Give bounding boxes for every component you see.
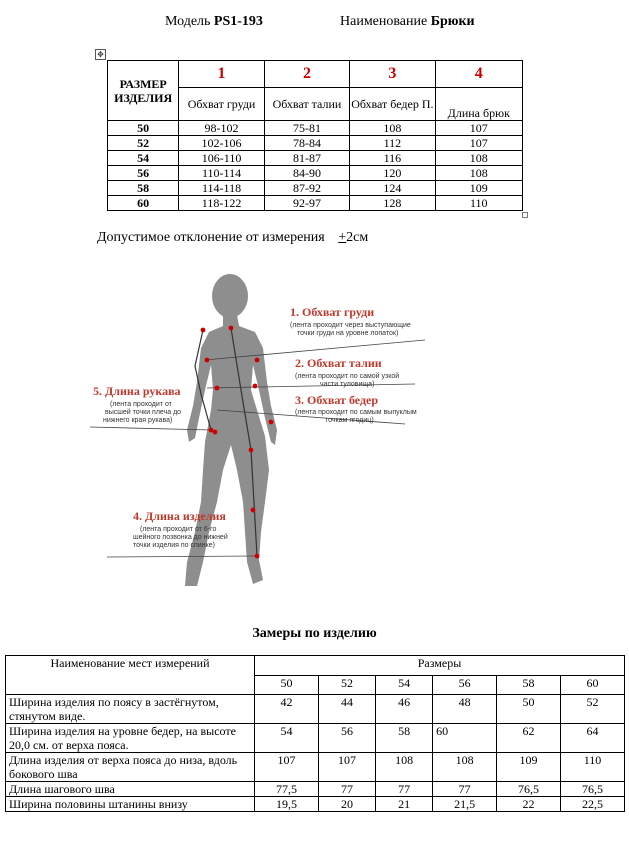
length-cell: 108 <box>435 151 522 166</box>
tolerance-note <box>97 230 368 246</box>
label-waist-desc1: (лента проходит по самой узкой <box>295 373 400 380</box>
col-label-waist: Обхват талии <box>264 88 349 121</box>
value-cell: 19,5 <box>255 797 319 812</box>
name-value: Брюки <box>430 14 475 29</box>
model-title <box>165 14 263 30</box>
label-hips-title: 3. Обхват бедер <box>295 393 379 407</box>
table-row <box>108 136 523 151</box>
row-name: Ширина изделия на уровне бедер, на высоте 20,0 см. от верха пояса. <box>6 724 255 753</box>
table-row <box>6 782 625 797</box>
label-waist-desc2: части туловища) <box>320 381 375 388</box>
col-num-4: 4 <box>435 61 522 88</box>
length-cell: 110 <box>435 196 522 211</box>
value-cell: 54 <box>255 724 319 753</box>
row-name: Ширина изделия по поясу в застёгнутом, стянутом виде. <box>6 695 255 724</box>
value-cell: 42 <box>255 695 319 724</box>
length-cell: 107 <box>435 121 522 136</box>
tolerance-value <box>338 230 368 245</box>
value-cell: 62 <box>497 724 561 753</box>
value-cell: 60 <box>433 724 497 753</box>
table-row <box>108 181 523 196</box>
waist-cell: 87-92 <box>264 181 349 196</box>
waist-cell: 84-90 <box>264 166 349 181</box>
value-cell: 20 <box>318 797 375 812</box>
chest-cell: 106-110 <box>179 151 264 166</box>
value-cell: 22 <box>497 797 561 812</box>
col-num-3: 3 <box>350 61 435 88</box>
waist-cell: 92-97 <box>264 196 349 211</box>
hips-cell: 116 <box>350 151 435 166</box>
col-num-2: 2 <box>264 61 349 88</box>
model-value: PS1-193 <box>213 14 263 29</box>
model-label: Модель <box>165 14 211 29</box>
value-cell: 107 <box>255 753 319 782</box>
tolerance-amount: 2см <box>346 230 369 245</box>
plusminus-sign: + <box>338 230 347 245</box>
sizes-header: Размеры <box>255 656 625 676</box>
value-cell: 21,5 <box>433 797 497 812</box>
chest-cell: 118-122 <box>179 196 264 211</box>
length-cell: 109 <box>435 181 522 196</box>
value-cell: 64 <box>561 724 625 753</box>
table-row <box>108 166 523 181</box>
size-col: 60 <box>561 675 625 695</box>
length-cell: 108 <box>435 166 522 181</box>
table-move-handle-icon[interactable]: ✥ <box>95 49 106 60</box>
value-cell: 44 <box>318 695 375 724</box>
value-cell: 107 <box>318 753 375 782</box>
label-length-title: 4. Длина изделия <box>133 509 226 523</box>
value-cell: 77,5 <box>255 782 319 797</box>
chest-cell: 98-102 <box>179 121 264 136</box>
waist-cell: 81-87 <box>264 151 349 166</box>
value-cell: 48 <box>433 695 497 724</box>
size-cell: 52 <box>108 136 179 151</box>
value-cell: 110 <box>561 753 625 782</box>
col-label-chest: Обхват груди <box>179 88 264 121</box>
hips-cell: 128 <box>350 196 435 211</box>
chest-cell: 110-114 <box>179 166 264 181</box>
size-col: 56 <box>433 675 497 695</box>
size-header: РАЗМЕР ИЗДЕЛИЯ <box>108 61 179 121</box>
value-cell: 50 <box>497 695 561 724</box>
tolerance-text: Допустимое отклонение от измерения <box>97 230 325 245</box>
value-cell: 76,5 <box>497 782 561 797</box>
label-sleeve-desc1: (лента проходит от <box>110 401 172 408</box>
value-cell: 22,5 <box>561 797 625 812</box>
value-cell: 52 <box>561 695 625 724</box>
col-label-hips: Обхват бедер П. <box>350 88 435 121</box>
label-sleeve-desc3: нижнего края рукава) <box>103 417 173 424</box>
size-col: 52 <box>318 675 375 695</box>
label-chest-desc1: (лента проходит через выступающие <box>290 322 411 329</box>
label-chest-title: 1. Обхват груди <box>290 305 375 319</box>
value-cell: 109 <box>497 753 561 782</box>
value-cell: 108 <box>433 753 497 782</box>
waist-cell: 75-81 <box>264 121 349 136</box>
label-sleeve-desc2: высшей точки плеча до <box>105 409 182 416</box>
value-cell: 77 <box>433 782 497 797</box>
value-cell: 21 <box>376 797 433 812</box>
value-cell: 58 <box>376 724 433 753</box>
table-row <box>108 196 523 211</box>
name-header: Наименование мест измерений <box>6 656 255 695</box>
table-row <box>6 797 625 812</box>
table-resize-handle[interactable] <box>522 212 528 218</box>
size-col: 50 <box>255 675 319 695</box>
label-hips-desc2: точкам ягодиц) <box>325 417 374 424</box>
size-col: 58 <box>497 675 561 695</box>
hips-cell: 120 <box>350 166 435 181</box>
chest-cell: 102-106 <box>179 136 264 151</box>
value-cell: 46 <box>376 695 433 724</box>
label-hips-desc1: (лента проходит по самым выпуклым <box>295 409 417 416</box>
length-cell: 107 <box>435 136 522 151</box>
size-cell: 58 <box>108 181 179 196</box>
product-name-title <box>340 14 475 30</box>
hips-cell: 112 <box>350 136 435 151</box>
size-cell: 60 <box>108 196 179 211</box>
size-cell: 54 <box>108 151 179 166</box>
value-cell: 76,5 <box>561 782 625 797</box>
label-length-desc3: точки изделия по спинке) <box>133 542 215 549</box>
table-row <box>6 753 625 782</box>
value-cell: 108 <box>376 753 433 782</box>
label-length-desc2: шейного позвонка до нижней <box>133 534 228 541</box>
size-table <box>107 60 523 211</box>
size-col: 54 <box>376 675 433 695</box>
value-cell: 77 <box>376 782 433 797</box>
value-cell: 77 <box>318 782 375 797</box>
label-length-desc1: (лента проходит от 6-го <box>140 526 217 533</box>
label-waist-title: 2. Обхват талии <box>295 356 382 370</box>
hips-cell: 124 <box>350 181 435 196</box>
row-name: Ширина половины штанины внизу <box>6 797 255 812</box>
hips-cell: 108 <box>350 121 435 136</box>
col-label-length: Длина брюк <box>435 88 522 121</box>
row-name: Длина шагового шва <box>6 782 255 797</box>
label-chest-desc2: точки груди на уровне лопаток) <box>297 330 399 337</box>
table-row <box>108 151 523 166</box>
size-cell: 56 <box>108 166 179 181</box>
value-cell: 56 <box>318 724 375 753</box>
col-num-1: 1 <box>179 61 264 88</box>
chest-cell: 114-118 <box>179 181 264 196</box>
table-row <box>6 695 625 724</box>
name-label: Наименование <box>340 14 428 29</box>
measurements-title: Замеры по изделию <box>252 626 377 641</box>
size-cell: 50 <box>108 121 179 136</box>
row-name: Длина изделия от верха пояса до низа, вдоль бокового шва <box>6 753 255 782</box>
table-row <box>6 724 625 753</box>
body-measurement-figure <box>85 270 435 595</box>
measurements-table <box>5 655 625 812</box>
waist-cell: 78-84 <box>264 136 349 151</box>
table-row <box>108 121 523 136</box>
label-sleeve-title: 5. Длина рукава <box>93 384 181 398</box>
